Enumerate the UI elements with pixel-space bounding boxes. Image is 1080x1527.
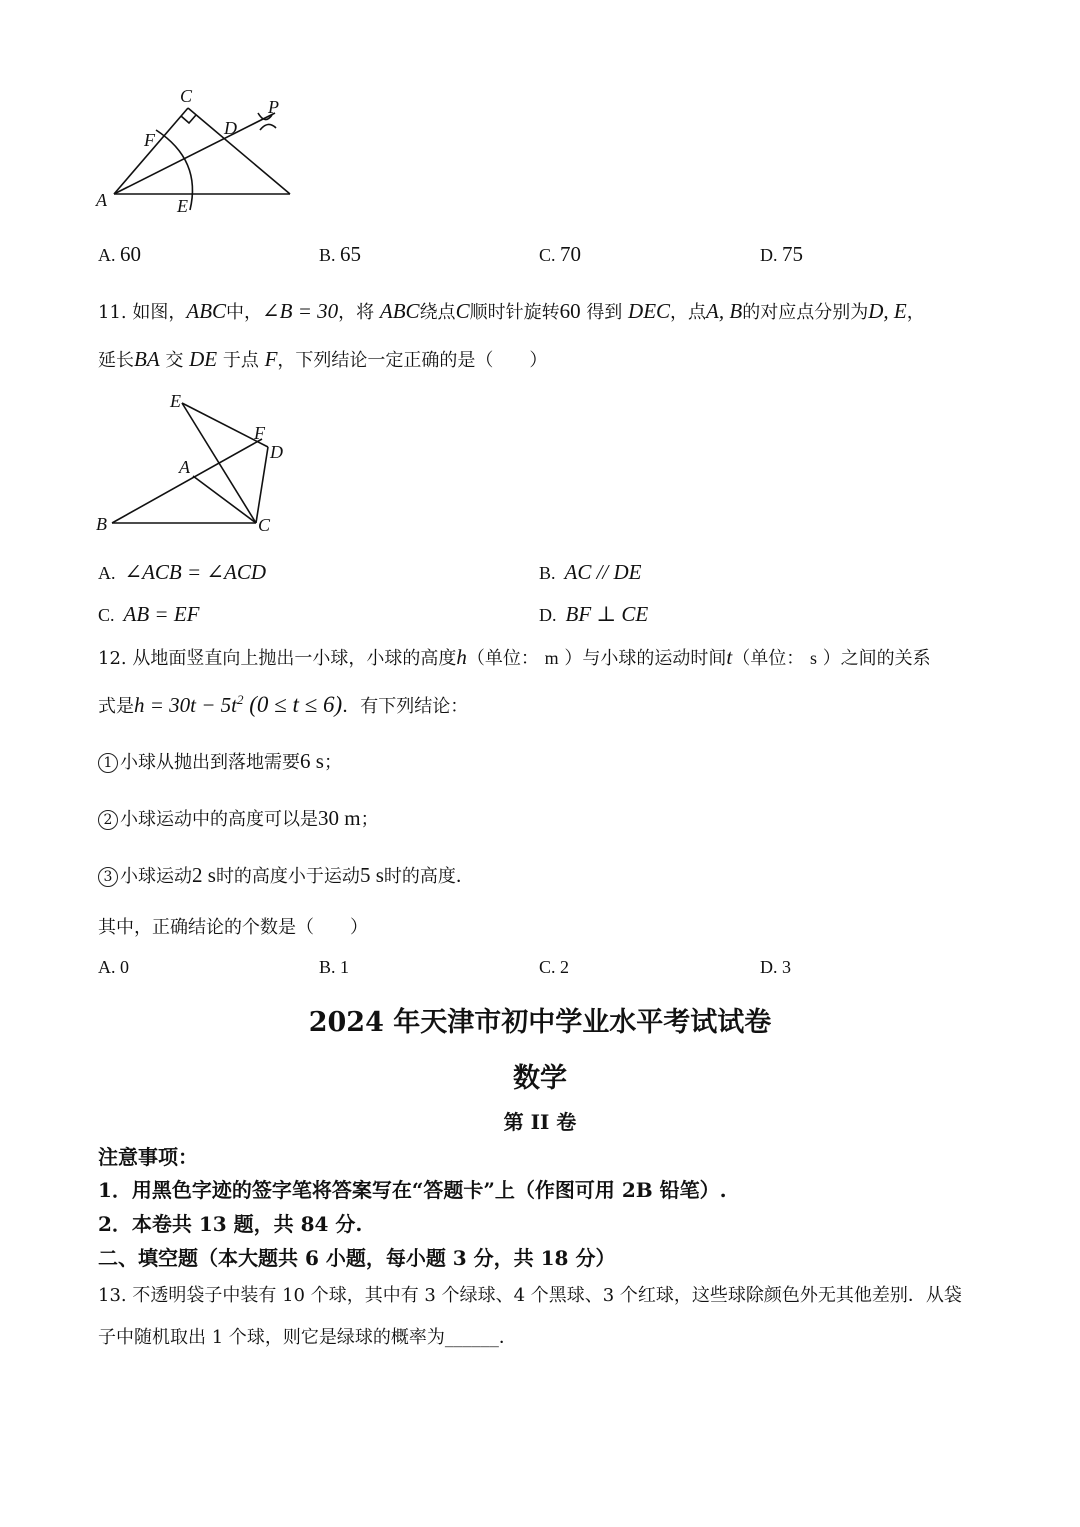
notice-heading: 注意事项：	[98, 1145, 198, 1169]
q12-formula: $h = 30t - 5t^2$	[134, 692, 244, 717]
segment-AC	[193, 476, 256, 523]
q12-option-b: B. 1	[319, 957, 350, 977]
subject-title: 数学	[513, 1063, 567, 1094]
q10-option-d: D. 75	[760, 242, 803, 266]
q12-conclusion-1: 1 小球从抛出到落地需要6 s；	[98, 748, 342, 774]
q11-option-d: D. BF ⊥ CE	[539, 602, 649, 626]
segment-DC	[256, 447, 268, 523]
label-A: A	[179, 457, 190, 477]
q12-option-d: D. 3	[760, 957, 791, 977]
right-angle-mark	[181, 115, 196, 123]
q10-option-c: C. 70	[539, 242, 582, 266]
segment-EC	[182, 403, 256, 523]
q13-line1: 13. 不透明袋子中装有 10 个球，其中有 3 个绿球、4 个黑球、3 个红球，这些球除颜色外无其他差别．从袋	[98, 1285, 962, 1306]
label-B: B	[96, 514, 107, 534]
q10-option-b: B. 65	[319, 242, 362, 266]
label-C: C	[180, 86, 193, 106]
q11-option-c: C. AB = EF	[98, 602, 200, 626]
q10-option-a: A. 60	[98, 242, 141, 266]
label-A: A	[96, 190, 107, 210]
section-heading: 二、填空题（本大题共 6 小题，每小题 3 分，共 18 分）	[98, 1246, 616, 1270]
q11-option-a: A. ∠ACB = ∠ACD	[98, 560, 267, 584]
arc-mark-2	[260, 124, 276, 130]
q12-conclusion-3: 3 小球运动2 s时的高度小于运动5 s时的高度．	[98, 862, 474, 888]
q11-option-b: B. AC // DE	[539, 560, 642, 584]
figure-rotation	[90, 385, 300, 540]
label-D: D	[270, 442, 283, 462]
q11-line2: 延长BA 交 DE 于点 F，下列结论一定正确的是（ ）	[98, 347, 548, 371]
circled-number: 3	[98, 867, 118, 887]
q12-line2: 式是$h = 30t - 5t^2$ (0 ≤ t ≤ 6)．有下列结论：	[98, 692, 469, 717]
label-E: E	[170, 391, 181, 411]
circled-number: 1	[98, 753, 118, 773]
label-F: F	[144, 130, 155, 150]
volume-title: 第 II 卷	[503, 1110, 577, 1134]
q12-conclusion-2: 2 小球运动中的高度可以是30 m；	[98, 805, 379, 831]
ray-AP	[114, 113, 275, 194]
q11-line1: 11. 如图，ABC中，∠B = 30，将 ABC绕点C顺时针旋转60 得到 DEC，点A, B的对应点分别为D, E，	[98, 299, 925, 323]
label-D: D	[224, 118, 237, 138]
exam-title: 2024 年天津市初中学业水平考试试卷	[308, 1007, 772, 1038]
label-C: C	[258, 515, 271, 535]
circled-number: 2	[98, 810, 118, 830]
label-E: E	[177, 196, 188, 216]
notice-item-2: 2．本卷共 13 题，共 84 分.	[98, 1212, 363, 1236]
q12-question: 其中，正确结论的个数是（ ）	[98, 917, 368, 938]
notice-item-1: 1．用黑色字迹的签字笔将答案写在“答题卡”上（作图可用 2B 铅笔）.	[98, 1178, 727, 1202]
label-P: P	[268, 97, 279, 117]
label-F: F	[254, 423, 265, 443]
q13-line2: 子中随机取出 1 个球，则它是绿球的概率为______．	[98, 1327, 517, 1348]
q12-option-a: A. 0	[98, 957, 129, 977]
q12-line1: 12. 从地面竖直向上抛出一小球，小球的高度h（单位： m ）与小球的运动时间t（单位： s ）之间的关系	[98, 645, 931, 669]
segment-AC	[114, 108, 188, 194]
q12-option-c: C. 2	[539, 957, 570, 977]
segment-CB	[188, 108, 290, 194]
figure-triangle-construction	[90, 80, 300, 220]
